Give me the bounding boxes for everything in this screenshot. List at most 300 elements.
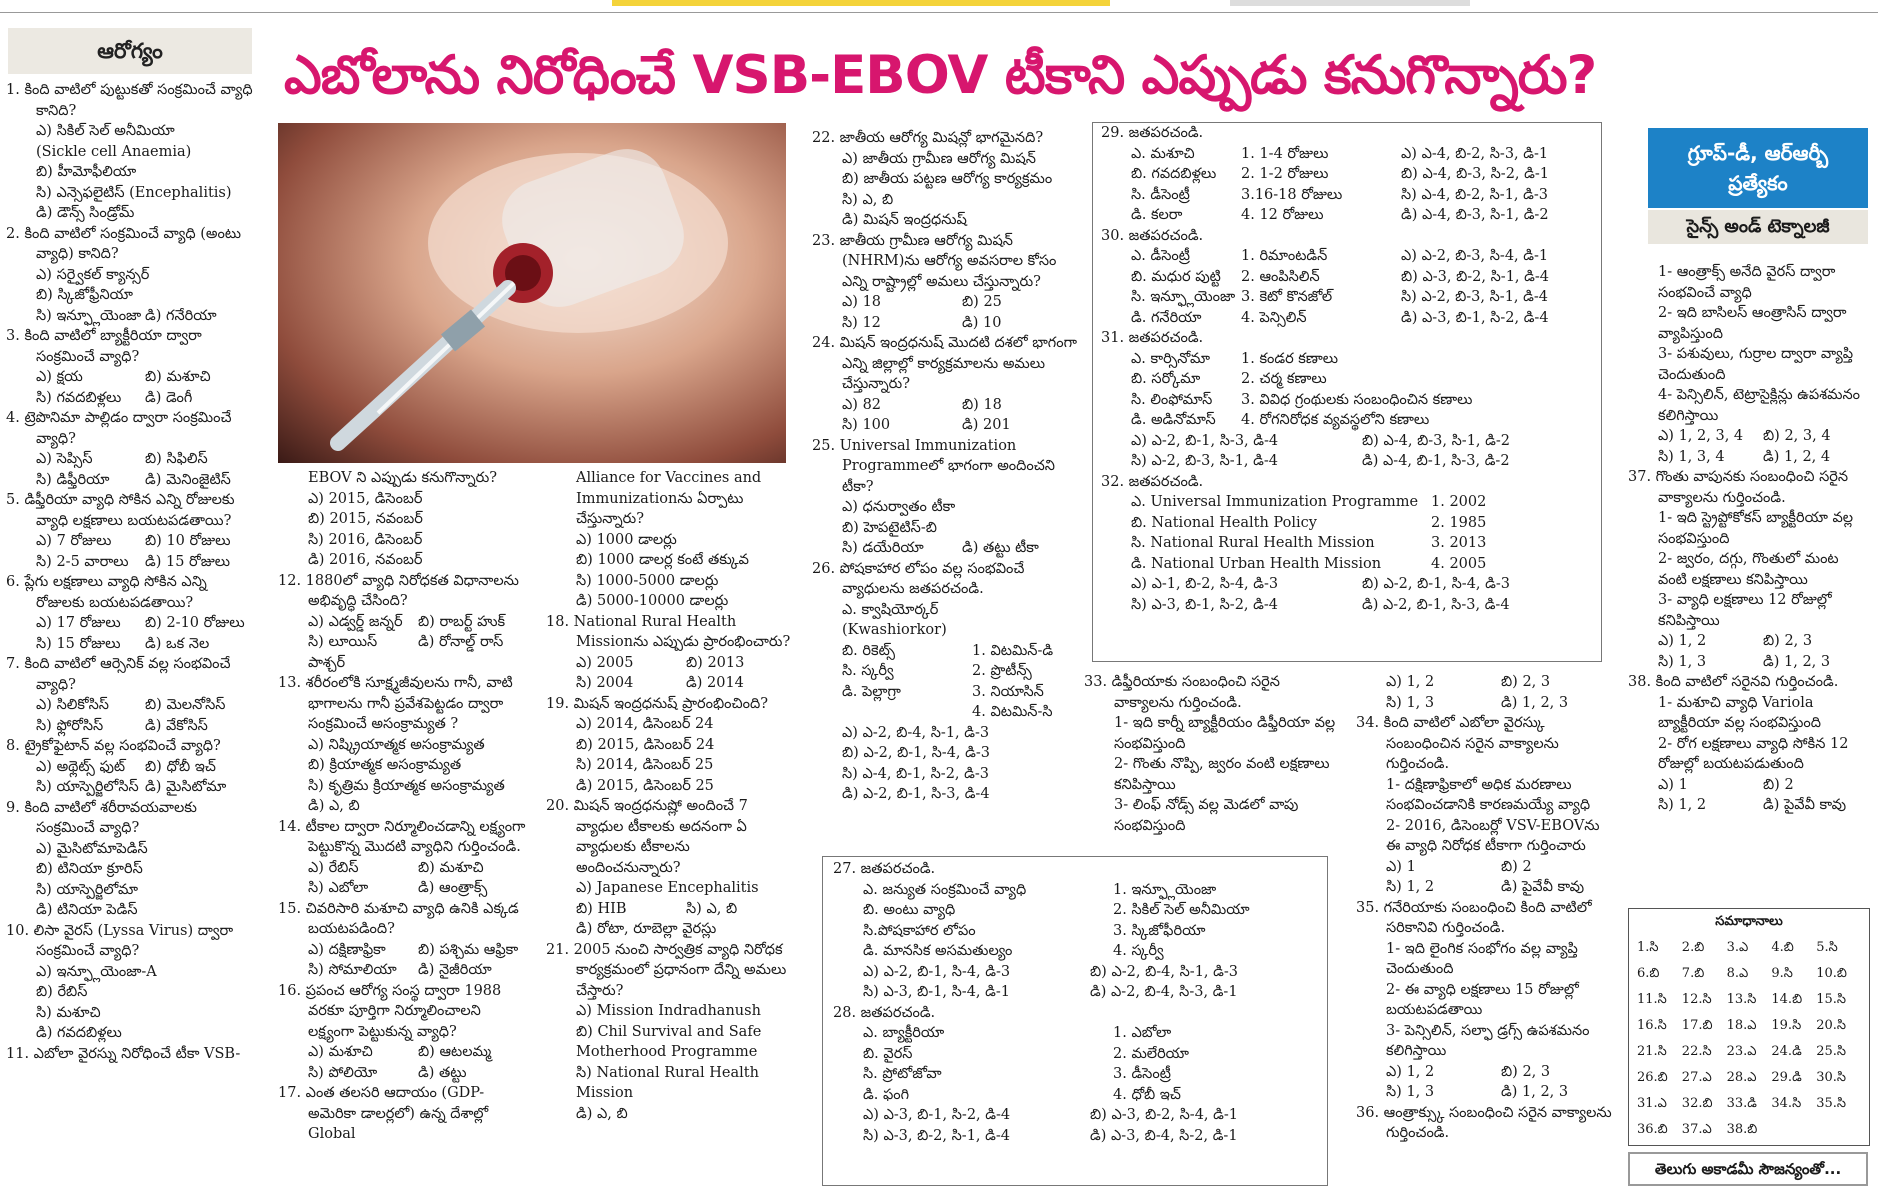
option: డి) 5000-10000 డాలర్లు (576, 593, 729, 609)
option: 1- ఇది లైంగిక సంభోగం వల్ల వ్యాప్తి చెందుతుంది (1386, 940, 1578, 977)
option: డి) ఎ-2, బి-4, సి-3, డి-1 (1090, 984, 1238, 1000)
option: డి) 2016, నవంబర్ (308, 552, 423, 568)
option: సి) ఫ్లోరోసిస్ (36, 717, 104, 734)
answer-item: 23.ఎ (1726, 1044, 1757, 1059)
option: బి) 2 (1763, 776, 1794, 793)
option: సి) 2004 (576, 675, 634, 691)
question-text: 1. కింది వాటిలో పుట్టుకతో సంక్రమించే వ్యాధి కానిది? (6, 82, 253, 119)
match-row (833, 1064, 1317, 1085)
option: సి) ఎ-2, బి-3, సి-1, డి-4 (1131, 453, 1278, 469)
question-text: 26. పోషకాహార లోపం వల్ల సంభవించే వ్యాధులను జతపరచండి. (812, 560, 1025, 597)
option: డి) 1, 2, 4 (1763, 448, 1831, 465)
option: బి) 2, 3 (1501, 674, 1551, 690)
option: సి) యాస్పెర్జిలోమా (36, 881, 138, 898)
option: ఎ) జాతీయ గ్రామీణ ఆరోగ్య మిషన్ (842, 150, 1036, 167)
option: 2- ఈ వ్యాధి లక్షణాలు 15 రోజుల్లో బయటపడతాయి (1386, 981, 1579, 1018)
option-pair (6, 367, 254, 388)
option: సి) లూయిస్ పాశ్చర్ (308, 634, 378, 671)
question-block (278, 981, 528, 1084)
answer-item: 9.సి (1771, 966, 1793, 981)
match-right: 1. కండర కణాలు (1241, 350, 1339, 367)
match-left: బి. సర్కోమా (1131, 371, 1201, 387)
option-pair (1628, 426, 1868, 447)
option: సి) ఎ-2, బి-3, సి-1, డి-4 (1401, 289, 1548, 305)
question-text: 27. జతపరచండి. (833, 861, 936, 877)
option: సి) 2016, డిసెంబర్ (308, 531, 423, 548)
match-left: బి. National Health Policy (1131, 514, 1317, 531)
option: సి) 1, 2 (1658, 797, 1707, 813)
question-text: 13. శరీరంలోకి సూక్ష్మజీవులను గానీ, వాటి భాగాలను గానీ ప్రవేశపెట్టడం ద్వారా సంక్రమించే అసంక్రామ్యత ? (278, 675, 513, 732)
question-block (1101, 226, 1593, 329)
option: బి) మశూచి (418, 859, 484, 876)
answer-item: 34.సి (1771, 1096, 1802, 1111)
answer-item: 17.బి (1681, 1018, 1713, 1033)
question-block (1101, 472, 1593, 616)
option: డి) తట్టు (418, 1064, 467, 1081)
option: ఎ) ఎ-3, బి-1, సి-2, డి-4 (863, 1107, 1011, 1123)
option: డి) ఎ, బి (576, 1105, 628, 1122)
option: 1- దక్షిణాఫ్రికాలో అధిక మరణాలు సంభవించడానికి కారణమయ్యే వ్యాధి (1386, 776, 1591, 813)
vaccine-photo (278, 123, 786, 463)
option-pair (6, 634, 254, 655)
match-left: సి.పోషకాహార లోపం (863, 922, 976, 939)
answer-item: 37.ఎ (1681, 1122, 1712, 1137)
match-row (1101, 554, 1593, 575)
question-text: 16. ప్రపంచ ఆరోగ్య సంస్థ ద్వారా 1988 వరకూ పూర్తిగా నిర్మూలించాలని లక్ష్యంగా పెట్టుకున్న వ్యాధి? (278, 982, 502, 1040)
column-2b (546, 468, 796, 1124)
option-pair (1101, 451, 1593, 472)
match-right: 3. వివిధ గ్రంథులకు సంబంధించిన కణాలు (1241, 391, 1473, 408)
option-pair (278, 612, 528, 633)
option: సి) ఎ-3, బి-1, సి-2, డి-4 (1131, 596, 1278, 613)
exam-badge (1648, 128, 1868, 208)
option: బి) ఎ-3, బి-2, సి-1, డి-4 (1401, 268, 1549, 285)
question-block (1084, 672, 1340, 836)
option: డి) ఎ-2, బి-1, సి-3, డి-4 (1362, 596, 1510, 613)
answer-item: 28.ఎ (1726, 1070, 1757, 1085)
question-block (1628, 262, 1868, 467)
option: EBOV ని ఎప్పుడు కనుగొన్నారు? (308, 470, 498, 486)
option-pair (812, 313, 1082, 334)
match-left (842, 702, 972, 723)
option-pair (278, 632, 528, 673)
match-right: 3. స్కిజోఫీరియా (1113, 922, 1206, 939)
question-block (6, 572, 254, 654)
option: 3- పశువులు, గుర్రాల ద్వారా వ్యాప్తి చెందుతుంది (1658, 346, 1854, 383)
option: సి) పోలియో (308, 1064, 378, 1081)
option-pair (278, 940, 528, 961)
credit-line: తెలుగు అకాడమీ సౌజన్యంతో... (1628, 1152, 1868, 1186)
option: డి) నైజీరియా (418, 962, 492, 978)
answer-item: 26.బి (1637, 1070, 1668, 1085)
option-pair (278, 858, 528, 879)
option: 1- ఇది కార్నీ బ్యాక్టీరియం డిఫ్తీరియా వల్ల సంభవిస్తుంది (1114, 715, 1336, 752)
match-right: 2. చర్మ కణాలు (1241, 371, 1327, 387)
question-text: 14. టీకాల ద్వారా నిర్మూలించడాన్ని లక్ష్యంగా పెట్టుకొన్న మొదటి వ్యాధిని గుర్తించండి. (278, 818, 526, 855)
match-left: ఎ. డీసెంట్రీ (1131, 248, 1190, 264)
option: సి) కృత్రిమ క్రియాత్మక అసంక్రామ్యత (308, 777, 505, 794)
option: డి) వేకోసిస్ (145, 717, 208, 734)
option: బి) ఎ-2, బి-1, సి-4, డి-3 (1362, 576, 1510, 592)
option: డి) మెనింజైటిస్ (145, 471, 231, 488)
match-left: డి. National Urban Health Mission (1131, 555, 1382, 572)
match-left: బి. రికెట్స్ (842, 642, 896, 659)
option: బి) 2013 (686, 654, 745, 671)
option: ఎ) 2014, డిసెంబర్ 24 (576, 716, 714, 732)
option: ఎ) రేబిస్ (308, 859, 359, 876)
answer-item: 19.సి (1771, 1018, 1802, 1033)
option-pair (833, 962, 1317, 983)
option: డి) 1, 2, 3 (1763, 653, 1831, 670)
option: సి) డయేరియా (842, 540, 924, 556)
match-right: 2. 1-2 రోజులు (1241, 166, 1329, 182)
question-block (278, 571, 528, 674)
option: సి) 1, 3, 4 (1658, 448, 1725, 465)
option-pair (278, 878, 528, 899)
question-block (1356, 672, 1616, 713)
question-block (546, 468, 796, 612)
option: డి) ఆంత్రాక్స్ (418, 880, 488, 896)
option: డి) గవదబిళ్లలు (36, 1025, 122, 1041)
match-right: 3. డీసెంట్రీ (1113, 1066, 1171, 1082)
option: (Sickle cell Anaemia) (36, 143, 192, 160)
option: ఎ) 2015, డిసెంబర్ (308, 490, 423, 507)
option: బి) హీమోఫీలియా (36, 164, 137, 180)
option: బి) పశ్చిమ ఆఫ్రికా (418, 941, 519, 958)
option-pair (1628, 795, 1868, 816)
question-text: 34. కింది వాటిలో ఎబోలా వైరస్కు సంబంధించిన సరైన వాక్యాలను గుర్తించండి. (1356, 715, 1559, 772)
match-row (812, 641, 1082, 662)
match-row (833, 1044, 1317, 1065)
option: ఎ) మైసిటోమాపెడిస్ (36, 840, 148, 857)
question-block (278, 899, 528, 981)
column-5 (1356, 672, 1616, 1144)
question-block (812, 333, 1082, 436)
question-text: 10. లిసా వైరస్ (Lyssa Virus) ద్వారా సంక్రమించే వ్యాధి? (6, 922, 234, 959)
match-right: 2. సికిల్ సెల్ అనీమియా (1113, 902, 1250, 918)
section-tag: ఆరోగ్యం (8, 28, 252, 74)
match-row (812, 600, 1082, 641)
option-pair (1356, 1082, 1616, 1103)
option: ఎ) సెప్సిస్ (36, 451, 93, 467)
match-left: డి. అడినోమాస్ (1131, 412, 1216, 428)
option-pair (833, 1105, 1317, 1126)
answer-item: 13.సి (1726, 992, 1757, 1007)
answer-item: 27.ఎ (1681, 1070, 1712, 1085)
answer-item: 20.సి (1816, 1018, 1846, 1033)
match-left: ఎ. జన్యుత సంక్రమించే వ్యాధి (863, 881, 1027, 898)
option: డి) 2015, డిసెంబర్ 25 (576, 777, 714, 794)
option: బి) 2 (1501, 858, 1532, 875)
option: బి) Chil Survival and Safe Motherhood Programme (576, 1023, 762, 1060)
option-pair (546, 673, 796, 694)
match-right: 4. పెన్సిలిన్ (1241, 309, 1307, 326)
match-right: 2. ప్రొటీన్స్ (972, 663, 1032, 679)
question-block (278, 673, 528, 817)
match-right: 1. రిమాంటడిన్ (1241, 248, 1328, 264)
option-pair (1356, 693, 1616, 714)
option: ఎ) 1000 డాలర్లు (576, 531, 677, 548)
option: 1- మశూచి వ్యాధి Variola బ్యాక్టీరియా వల్ల సంభవిస్తుంది (1658, 694, 1821, 731)
option: బి) 2, 3 (1763, 633, 1813, 649)
option: బి) HIB (576, 900, 627, 917)
option-pair (833, 1126, 1317, 1147)
option: డి) 201 (962, 417, 1011, 433)
match-row (833, 880, 1317, 901)
option: ఎ) 82 (842, 396, 882, 413)
match-box-27-28 (822, 856, 1328, 1186)
answer-item: 29.డి (1771, 1070, 1802, 1085)
option: సి) గవదబిళ్లలు (36, 389, 122, 406)
question-block (833, 1003, 1317, 1147)
answer-item: 1.సి (1637, 940, 1659, 955)
question-text: 18. National Rural Health Missionను ఎప్పుడు ప్రారంభించారు? (546, 613, 791, 650)
option: డి) తట్టు టీకా (962, 540, 1039, 556)
question-block (6, 798, 254, 921)
option: డి) ఎ-4, బి-3, సి-1, డి-2 (1401, 207, 1549, 223)
match-row (1101, 410, 1593, 431)
answer-key (1628, 908, 1870, 1146)
option: డి) ఎ, బి (308, 798, 360, 814)
option: ఎ) సర్వైకల్ క్యాన్సర్ (36, 266, 150, 283)
match-left: సి. స్కర్వీ (842, 663, 894, 679)
answer-grid (1629, 935, 1869, 1143)
option: సి) 1, 3 (1658, 653, 1707, 670)
option: 2- రోగ లక్షణాలు వ్యాధి సోకిన 12 రోజుల్లో బయటపడుతుంది (1658, 735, 1849, 772)
question-text: 24. మిషన్ ఇంద్రధనుష్ మొదటి దశలో భాగంగా ఎన్ని జిల్లాల్లో కార్యక్రమాలను అమలు చేస్తున్నారు? (812, 335, 1077, 392)
match-right: 1. ఎబోలా (1113, 1025, 1172, 1041)
match-row (833, 941, 1317, 962)
match-left: ఎ. క్వాషియోర్కర్ (Kwashiorkor) (842, 601, 947, 638)
question-text: 28. జతపరచండి. (833, 1004, 936, 1021)
option: సి) ఎ, బి (842, 191, 894, 208)
option: డి) పైవేవీ కావు (1501, 879, 1585, 895)
option-pair (6, 777, 254, 798)
match-left: సి. లింఫోమాస్ (1131, 391, 1213, 408)
top-grey-bar (1230, 0, 1470, 6)
question-block (1101, 123, 1593, 226)
option: సి) 100 (842, 417, 891, 433)
option: సి) యాస్పెర్జిలోసిస్ (36, 779, 139, 795)
option-pair (1356, 857, 1616, 878)
option: బి) జాతీయ పట్టణ ఆరోగ్య కార్యక్రమం (842, 171, 1053, 187)
option: ఎ) ఎ-2, బి-1, సి-4, డి-3 (863, 963, 1011, 980)
match-row (833, 1023, 1317, 1044)
question-block (1356, 898, 1616, 1103)
answer-item: 33.డి (1726, 1096, 1757, 1111)
answer-item: 2.బి (1681, 940, 1705, 955)
question-text: 7. కింది వాటిలో ఆర్సెనిక్ వల్ల సంభవించే వ్యాధి? (6, 656, 231, 693)
option: బి) క్రియాత్మక అసంక్రామ్యత (308, 757, 462, 773)
option: డి) టినియా పెడిస్ (36, 902, 138, 918)
column-4 (1084, 672, 1340, 836)
option: డి) ఒక నెల (145, 635, 210, 652)
question-text: 12. 1880లో వ్యాధి నిరోధకత విధానాలను అభివృద్ధి చేసింది? (278, 572, 519, 609)
option: బి) రాబర్ట్ హుక్ (418, 613, 506, 630)
option: బి) 2015, డిసెంబర్ 24 (576, 736, 715, 753)
match-left: సి. National Rural Health Mission (1131, 535, 1375, 551)
option: బి) 2015, నవంబర్ (308, 511, 423, 527)
badge-line1: గ్రూప్-డీ, ఆర్ఆర్బీ (1687, 141, 1829, 165)
question-text: 31. జతపరచండి. (1101, 330, 1204, 346)
option: బి) ధోబీ ఇచ్ (145, 758, 216, 775)
question-block (833, 859, 1317, 1003)
option: 1- ఇది స్ట్రెప్టోకోకస్ బ్యాక్టీరియా వల్ల సంభవిస్తుంది (1658, 510, 1854, 547)
match-right: 4. 2005 (1431, 555, 1487, 572)
question-text: 2. కింది వాటిలో సంక్రమించే వ్యాధి (అంటు వ్యాధి) కానిది? (6, 225, 242, 262)
option: డి) డౌన్స్ సిండ్రోమ్ (36, 205, 135, 221)
answer-key-title: సమాధానాలు (1715, 914, 1783, 929)
question-text: 32. జతపరచండి. (1101, 473, 1204, 490)
option: సి) ఎ-4, బి-1, సి-2, డి-3 (842, 765, 989, 782)
option-pair (1628, 631, 1868, 652)
option-pair (278, 1063, 528, 1084)
option: సి) ఎ, బి (686, 900, 738, 917)
option: బి) 2, 3 (1501, 1063, 1551, 1080)
option: 4- పెన్సిలిన్, టెట్రాసైక్లిన్లు ఉపశమనం కలిగిస్తాయి (1658, 387, 1861, 424)
answer-item: 10.బి (1816, 966, 1847, 981)
option-pair (833, 982, 1317, 1003)
option-pair (6, 531, 254, 552)
option-pair (278, 960, 528, 981)
question-block (6, 326, 254, 408)
match-right: 2. మలేరియా (1113, 1045, 1189, 1062)
option: బి) రేబిస్ (36, 984, 88, 1000)
question-block (812, 436, 1082, 559)
match-left: ఎ. మశూచి (1131, 145, 1195, 162)
option: డి) 1, 2, 3 (1501, 1084, 1569, 1100)
match-right: 1. ఇన్ఫ్లూయెంజా (1113, 881, 1217, 898)
question-block (1356, 713, 1616, 898)
option-pair (812, 538, 1082, 559)
option-pair (1101, 595, 1593, 616)
answer-item: 11.సి (1637, 992, 1667, 1007)
answer-item: 14.బి (1771, 992, 1803, 1007)
question-block (1628, 672, 1868, 816)
option: సి) సోమాలియా (308, 962, 397, 978)
option: డి) రోటా, రూబెల్లా వైరస్లు (576, 921, 717, 937)
option: 2- గొంతు నొప్పి, జ్వరం వంటి లక్షణాలు కనిపిస్తాయి (1114, 756, 1330, 793)
option: బి) మశూచి (145, 369, 211, 385)
option: సి) 1, 2 (1386, 879, 1435, 895)
option: ఎ) 7 రోజులు (36, 533, 112, 549)
question-text: 9. కింది వాటిలో శరీరావయవాలకు సంక్రమించే వ్యాధి? (6, 799, 197, 836)
option-pair (6, 613, 254, 634)
option: సి) 12 (842, 314, 881, 331)
option: సి) ఎన్సెఫలైటిస్ (Encephalitis) (36, 184, 232, 201)
question-text: 30. జతపరచండి. (1101, 227, 1204, 244)
match-right: 3. నియాసిన్ (972, 683, 1044, 700)
option-pair (546, 899, 796, 920)
answer-item: 38.బి (1726, 1122, 1758, 1137)
question-text: 29. జతపరచండి. (1101, 125, 1204, 141)
option: ఎ) 1 (1386, 858, 1416, 875)
option: బి) ఆటలమ్మ (418, 1044, 492, 1060)
match-right: 4. రోగనిరోధక వ్యవస్థలోని కణాలు (1241, 412, 1430, 428)
option-pair (1356, 1062, 1616, 1083)
option: ఎ) అథ్లెట్స్ ఫుట్ (36, 758, 126, 775)
match-left: సి. ప్రోటోజోవా (863, 1066, 942, 1082)
match-row (1101, 369, 1593, 390)
option-pair (1101, 431, 1593, 452)
answer-item: 35.సి (1816, 1096, 1846, 1111)
badge-line2: ప్రత్యేకం (1728, 171, 1788, 195)
match-row (1101, 492, 1593, 513)
match-left: బి. మధుర పుట్టి (1131, 268, 1221, 285)
answer-item: 7.బి (1681, 966, 1705, 981)
match-box-29-32 (1092, 122, 1602, 662)
top-rule (0, 0, 1878, 10)
option: డి) ఎ-4, బి-1, సి-3, డి-2 (1362, 453, 1510, 469)
subject-badge: సైన్స్ అండ్ టెక్నాలజీ (1648, 210, 1868, 244)
match-row (812, 682, 1082, 703)
match-right: 4. విటమిన్-సి (972, 704, 1053, 720)
option-pair (6, 470, 254, 491)
option: ఎ) 1, 2 (1386, 674, 1435, 690)
question-text: 5. డిఫ్తీరియా వ్యాధి సోకిన ఎన్ని రోజులకు వ్యాధి లక్షణాలు బయటపడతాయి? (6, 492, 235, 529)
question-block (278, 468, 528, 571)
answer-item: 31.ఎ (1637, 1096, 1667, 1111)
option: ఎ) 17 రోజులు (36, 615, 121, 631)
option: ఎ) ఇన్ఫ్లూయెంజా-A (36, 963, 157, 980)
option-pair (6, 306, 254, 327)
option: సి) ఎ-4, బి-2, సి-1, డి-3 (1401, 186, 1548, 203)
question-text: 38. కింది వాటిలో సరైనవి గుర్తించండి. (1628, 674, 1839, 690)
option: ఎ) 1, 2, 3, 4 (1658, 428, 1744, 444)
option: బి) టినియా క్రూరిస్ (36, 861, 143, 877)
option: సి) National Rural Health Mission (576, 1064, 759, 1101)
question-text: 22. జాతీయ ఆరోగ్య మిషన్లో భాగమైనది? (812, 130, 1044, 146)
option: ఎ) ధనుర్వాతం టీకా (842, 499, 956, 515)
option: 1- ఆంత్రాక్స్ అనేది వైరస్ ద్వారా సంభవించే వ్యాధి (1658, 264, 1836, 301)
option: సి) మశూచి (36, 1004, 101, 1021)
question-text: 37. గొంతు వాపునకు సంబంధించి సరైన వాక్యాలను గుర్తించండి. (1628, 469, 1849, 506)
option: ఎ) సికిల్ సెల్ అనీమియా (36, 123, 175, 139)
answer-item: 30.సి (1816, 1070, 1846, 1085)
match-left: ఎ. కార్సినోమా (1131, 350, 1210, 367)
option: బి) ఎ-2, బి-1, సి-4, డి-3 (842, 745, 990, 761)
option-pair (1628, 447, 1868, 468)
question-text: 25. Universal Immunization Programmeలో భాగంగా అందించని టీకా? (812, 437, 1055, 495)
question-block (546, 612, 796, 694)
match-right: 4. ధోబీ ఇచ్ (1113, 1086, 1181, 1103)
question-text: 33. డిఫ్తీరియాకు సంబంధించి సరైన వాక్యాలను గుర్తించండి. (1084, 674, 1280, 711)
question-text: 6. ప్లేగు లక్షణాలు వ్యాధి సోకిన ఎన్ని రోజులకు బయటపడతాయి? (6, 574, 207, 611)
question-text: 17. ఎంత తలసరి ఆదాయం (GDP- అమెరికా డాలర్లలో) ఉన్న దేశాల్లో Global (278, 1085, 489, 1142)
match-row (833, 900, 1317, 921)
option: డి) 1, 2, 3 (1501, 694, 1569, 711)
answer-item: 8.ఎ (1726, 966, 1749, 981)
match-right: 3. కెటో కొనజోల్ (1241, 289, 1333, 305)
question-text: 36. ఆంత్రాక్స్కు సంబంధించి సరైన వాక్యాలను గుర్తించండి. (1356, 1104, 1612, 1141)
match-left: ఎ. Universal Immunization Programme (1131, 494, 1419, 510)
option-pair (1101, 574, 1593, 595)
column-1 (6, 80, 254, 1064)
question-block (1628, 467, 1868, 672)
option: ఎ) క్షయ (36, 369, 83, 385)
option: సి) 1, 3 (1386, 1084, 1435, 1100)
top-line (0, 12, 1878, 13)
question-block (1356, 1103, 1616, 1144)
answer-item: 24.డి (1771, 1044, 1802, 1059)
option: డి) ఎ-3, బి-1, సి-2, డి-4 (1401, 309, 1549, 326)
option-pair (1628, 652, 1868, 673)
option: సి) ఎ-3, బి-1, సి-4, డి-1 (863, 984, 1010, 1000)
match-left: ఎ. బ్యాక్టీరియా (863, 1025, 945, 1041)
question-block (6, 490, 254, 572)
option: బి) ఎ-2, బి-4, సి-1, డి-3 (1090, 963, 1238, 980)
match-left: డి. గనేరియా (1131, 309, 1202, 326)
